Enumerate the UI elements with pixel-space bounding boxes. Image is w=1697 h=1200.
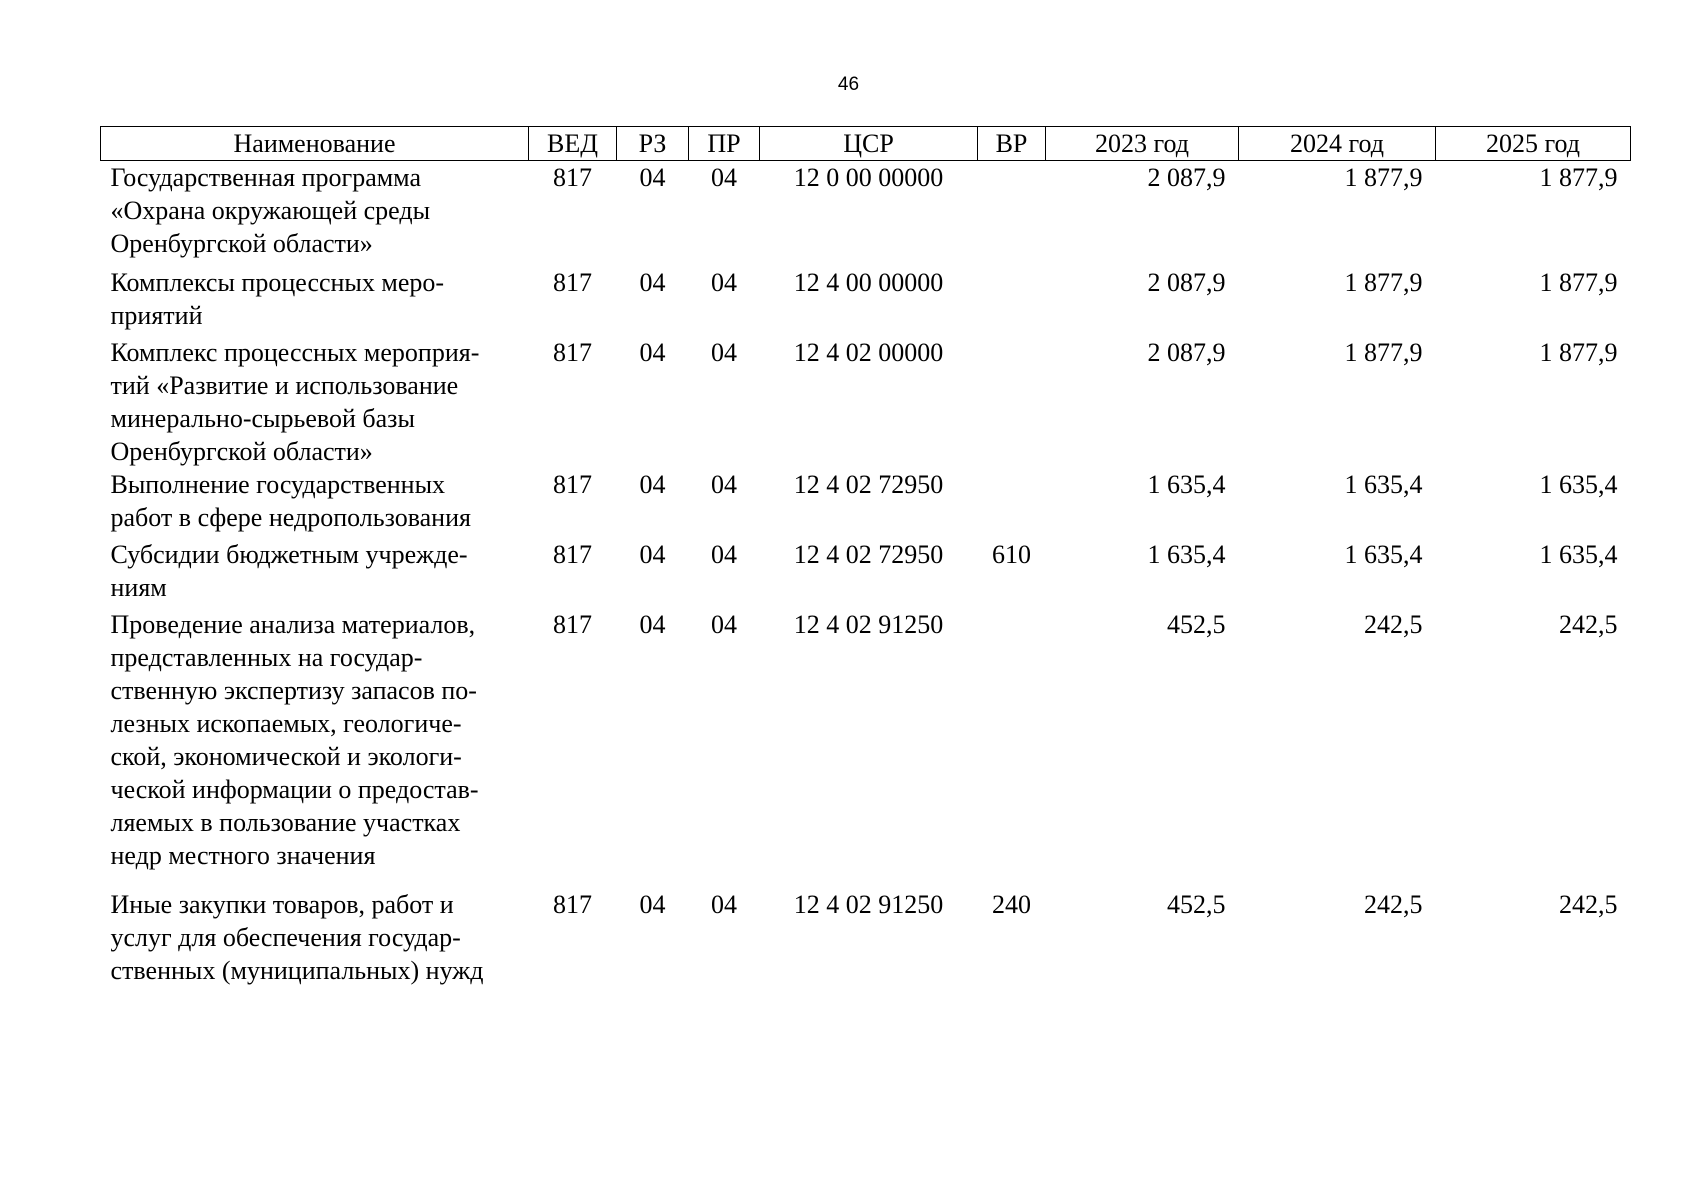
cell-2024: 1 877,9: [1344, 267, 1423, 297]
cell-2023: 2 087,9: [1147, 337, 1226, 367]
cell-2025: 1 635,4: [1539, 539, 1618, 569]
table-row: [101, 336, 1631, 468]
cell-vr: [978, 161, 1046, 266]
cell-ved: 817: [553, 469, 592, 499]
cell-pr: 04: [711, 337, 737, 367]
cell-ved: 817: [553, 267, 592, 297]
cell-2024: 1 635,4: [1344, 469, 1423, 499]
name-line: недр местного значения: [110, 840, 376, 870]
cell-2025: 1 877,9: [1539, 267, 1618, 297]
name-line: тий «Развитие и использование: [110, 370, 459, 400]
cell-name: [101, 608, 529, 888]
cell-rz: 04: [639, 267, 666, 297]
name-line: ляемых в пользование участках: [110, 807, 461, 837]
name-line: работ в сфере недропользования: [110, 502, 471, 532]
table-row: [101, 538, 1631, 608]
name-line: Иные закупки товаров, работ и: [110, 889, 454, 919]
cell-ved: 817: [553, 889, 592, 919]
cell-csr: 12 4 02 00000: [793, 337, 944, 367]
cell-2023: 2 087,9: [1147, 163, 1226, 192]
cell-vr: 240: [992, 889, 1031, 919]
cell-ved: 817: [553, 337, 592, 367]
name-line: Оренбургской области»: [110, 229, 373, 258]
header-pr: ПР: [689, 127, 760, 161]
cell-ved: 817: [553, 609, 592, 639]
cell-csr: 12 4 02 72950: [793, 539, 944, 569]
name-line: ственную экспертизу запасов по-: [110, 675, 477, 705]
cell-rz: 04: [639, 163, 666, 192]
cell-2024: 242,5: [1364, 609, 1423, 639]
cell-name: [101, 538, 529, 608]
cell-pr: 04: [711, 539, 737, 569]
cell-vr: [978, 266, 1046, 336]
cell-2024: 1 877,9: [1344, 337, 1423, 367]
cell-rz: 04: [639, 539, 666, 569]
cell-rz: 04: [639, 337, 666, 367]
name-line: Оренбургской области»: [110, 436, 373, 466]
cell-csr: 12 4 00 00000: [793, 267, 944, 297]
name-line: ниям: [110, 572, 167, 602]
cell-csr: 12 4 02 91250: [793, 889, 944, 919]
name-line: ской, экономической и экологи-: [110, 741, 462, 771]
table-row: [101, 608, 1631, 888]
cell-rz: 04: [639, 609, 666, 639]
header-2025: 2025 год: [1436, 127, 1631, 161]
cell-2025: 1 635,4: [1539, 469, 1618, 499]
cell-name: [101, 888, 529, 988]
cell-vr: [978, 468, 1046, 538]
budget-table: [100, 126, 1631, 988]
name-line: приятий: [110, 300, 203, 330]
cell-2023: 1 635,4: [1147, 469, 1226, 499]
name-line: ственных (муниципальных) нужд: [110, 955, 484, 985]
name-line: Комплексы процессных меро-: [110, 267, 445, 297]
header-name: Наименование: [101, 127, 529, 161]
table-body: [101, 161, 1631, 988]
cell-2025: 1 877,9: [1539, 163, 1618, 192]
name-line: лезных ископаемых, геологиче-: [110, 708, 462, 738]
cell-vr: 610: [992, 539, 1031, 569]
cell-rz: 04: [639, 469, 666, 499]
name-line: представленных на государ-: [110, 642, 423, 672]
name-line: Государственная программа: [110, 163, 422, 192]
cell-ved: 817: [553, 163, 592, 192]
table-row: [101, 266, 1631, 336]
cell-pr: 04: [711, 469, 737, 499]
header-ved: ВЕД: [529, 127, 617, 161]
name-line: Субсидии бюджетным учрежде-: [110, 539, 468, 569]
name-line: «Охрана окружающей среды: [110, 196, 431, 225]
name-line: минерально-сырьевой базы: [110, 403, 415, 433]
name-line: Проведение анализа материалов,: [110, 609, 476, 639]
cell-csr: 12 0 00 00000: [793, 163, 944, 192]
cell-name: [101, 161, 529, 266]
cell-2023: 452,5: [1167, 889, 1226, 919]
cell-csr: 12 4 02 72950: [793, 469, 944, 499]
cell-pr: 04: [711, 267, 737, 297]
cell-name: [101, 336, 529, 468]
cell-2025: 242,5: [1559, 609, 1618, 639]
cell-rz: 04: [639, 889, 666, 919]
name-line: ческой информации о предостав-: [110, 774, 479, 804]
header-row: [101, 127, 1631, 161]
header-csr: ЦСР: [760, 127, 978, 161]
cell-vr: [978, 608, 1046, 888]
page-number: 46: [837, 74, 860, 95]
cell-pr: 04: [711, 163, 737, 192]
cell-vr: [978, 336, 1046, 468]
table-row: [101, 468, 1631, 538]
table-row: [101, 888, 1631, 988]
cell-name: [101, 266, 529, 336]
header-2024: 2024 год: [1239, 127, 1436, 161]
table-row: [101, 161, 1631, 266]
name-line: услуг для обеспечения государ-: [110, 922, 461, 952]
cell-2024: 1 877,9: [1344, 163, 1423, 192]
cell-2023: 452,5: [1167, 609, 1226, 639]
cell-2025: 1 877,9: [1539, 337, 1618, 367]
cell-2025: 242,5: [1559, 889, 1618, 919]
header-vr: ВР: [978, 127, 1046, 161]
header-2023: 2023 год: [1046, 127, 1239, 161]
cell-pr: 04: [711, 889, 737, 919]
cell-pr: 04: [711, 609, 737, 639]
cell-2023: 1 635,4: [1147, 539, 1226, 569]
cell-name: [101, 468, 529, 538]
cell-ved: 817: [553, 539, 592, 569]
name-line: Выполнение государственных: [110, 469, 446, 499]
name-line: Комплекс процессных мероприя-: [110, 337, 480, 367]
cell-2024: 1 635,4: [1344, 539, 1423, 569]
header-rz: РЗ: [617, 127, 689, 161]
cell-2023: 2 087,9: [1147, 267, 1226, 297]
cell-2024: 242,5: [1364, 889, 1423, 919]
cell-csr: 12 4 02 91250: [793, 609, 944, 639]
